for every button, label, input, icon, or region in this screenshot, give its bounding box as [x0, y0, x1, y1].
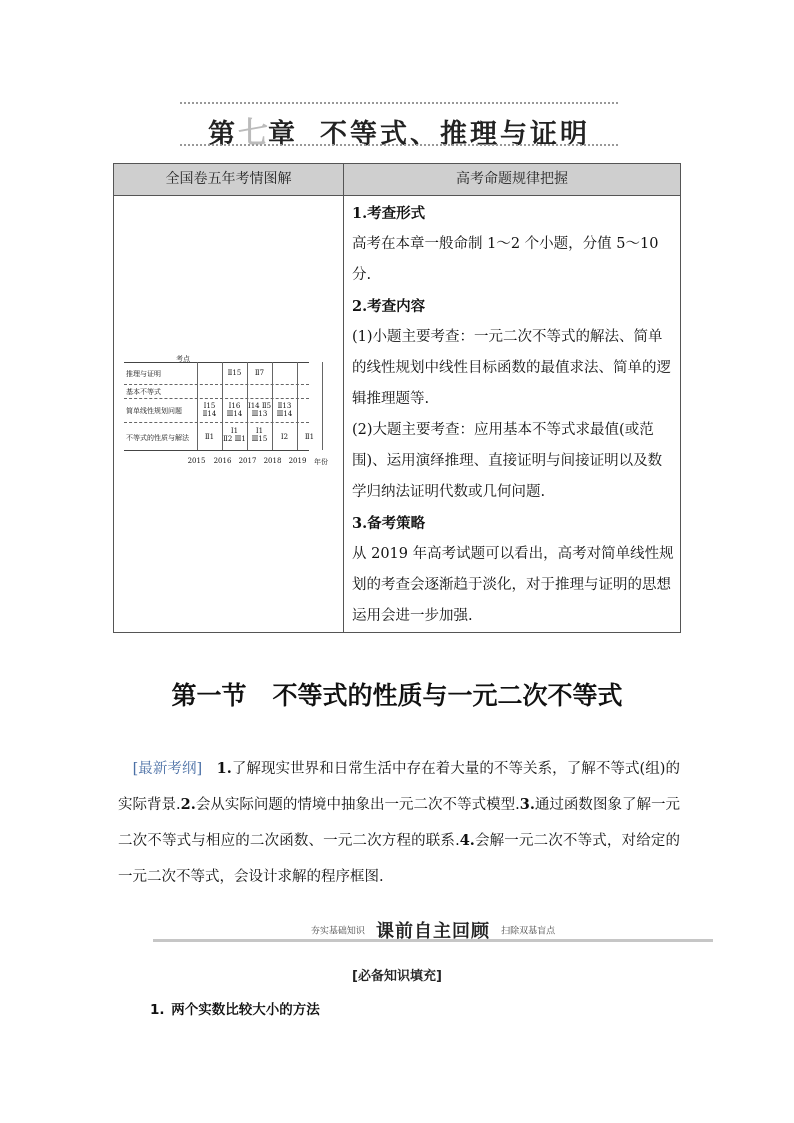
- grid-year-label: 2019: [288, 457, 307, 465]
- chapter-banner: [180, 100, 618, 150]
- table-column-divider: [343, 196, 344, 632]
- outline-item-text: 会解一元二次不等式，对给定的一元二次不等式，会设计求解的程序框图.: [118, 833, 681, 885]
- outline-item-text: 通过函数图象了解一元二次不等式与相应的二次函数、一元二次方程的联系.: [118, 797, 681, 849]
- exam-frequency-grid: [124, 354, 334, 464]
- section-name: 不等式的性质与一元二次不等式: [272, 681, 623, 710]
- exam-rules: [352, 198, 674, 632]
- syllabus-outline: [118, 751, 680, 895]
- grid-line: [124, 384, 309, 385]
- review-banner-title: 课前自主回顾: [376, 921, 490, 942]
- rule-text: (2)大题主要考查：应用基本不等式求最值(或范围)、运用演绎推理、直接证明与间接证明以及数学归纳法证明代数或几何问题.: [352, 422, 663, 500]
- banner-dotted-line-top: [180, 102, 618, 104]
- outline-tag: [最新考纲]: [132, 761, 203, 777]
- outline-item-index: 3.: [519, 796, 535, 813]
- grid-corner-label: 考点: [176, 355, 190, 363]
- knowledge-tag: [必备知识填充]: [352, 969, 442, 984]
- grid-vline: [322, 362, 323, 450]
- grid-year-label: 2015: [187, 457, 206, 465]
- grid-cell: Ⅰ1 Ⅱ2 Ⅲ1: [223, 427, 246, 443]
- grid-cell: Ⅰ15 Ⅱ14: [202, 402, 217, 418]
- grid-cell: Ⅰ16 Ⅲ14: [226, 402, 243, 418]
- section-title: [0, 676, 794, 712]
- grid-line: [124, 450, 309, 451]
- first-item-index: 1.: [150, 1002, 165, 1018]
- grid-line: [124, 422, 309, 423]
- grid-row-label: 简单线性规划问题: [126, 407, 182, 415]
- outline-item-text: 会从实际问题的情境中抽象出一元二次不等式模型.: [195, 797, 520, 813]
- chapter-prefix: 第: [208, 119, 238, 150]
- grid-cell: Ⅱ1: [304, 433, 315, 441]
- grid-row-label: 推理与证明: [126, 370, 161, 378]
- grid-cell: Ⅱ13 Ⅲ14: [276, 402, 293, 418]
- grid-year-label: 2017: [238, 457, 257, 465]
- review-banner-left: 夯实基础知识: [310, 926, 365, 937]
- rule-text: 从 2019 年高考试题可以看出，高考对简单线性规划的考查会逐渐趋于淡化，对于推理与证明的思想运用会进一步加强.: [352, 546, 674, 624]
- outline-item-index: 4.: [459, 832, 475, 849]
- outline-item-index: 1.: [216, 760, 232, 777]
- grid-cell: Ⅱ1: [204, 433, 215, 441]
- rule-text: 高考在本章一般命制 1～2 个小题，分值 5～10 分.: [352, 236, 659, 283]
- rule-heading: 2.考查内容: [352, 298, 426, 315]
- grid-cell: Ⅱ15: [227, 369, 242, 377]
- chapter-suffix: 章: [268, 119, 298, 150]
- rule-heading: 1.考查形式: [352, 205, 426, 222]
- grid-cell: Ⅱ7: [254, 369, 265, 377]
- grid-line: [124, 398, 309, 399]
- first-item-text: 两个实数比较大小的方法: [171, 1002, 320, 1018]
- grid-line: [124, 362, 309, 363]
- grid-year-label: 2016: [213, 457, 232, 465]
- grid-cell: Ⅰ14 Ⅱ5 Ⅲ13: [247, 402, 272, 418]
- chapter-number: 七: [238, 116, 268, 151]
- rule-heading: 3.备考策略: [352, 515, 426, 532]
- section-number: 第一节: [171, 681, 247, 710]
- grid-year-label: 2018: [263, 457, 282, 465]
- review-banner-right: 扫除双基盲点: [501, 926, 556, 937]
- grid-row-label: 不等式的性质与解法: [126, 434, 189, 442]
- banner-dotted-line-bottom: [180, 144, 618, 146]
- grid-cell: Ⅰ2: [280, 433, 289, 441]
- outline-item-text: 了解现实世界和日常生活中存在着大量的不等关系，了解不等式(组)的实际背景.: [118, 761, 680, 813]
- first-item-heading: [150, 998, 320, 1018]
- exam-info-table: [113, 163, 681, 633]
- grid-cell: Ⅰ1 Ⅲ15: [251, 427, 268, 443]
- grid-year-unit: 年份: [314, 458, 328, 466]
- outline-item-index: 2.: [180, 796, 196, 813]
- chapter-name: 不等式、推理与证明: [320, 119, 590, 150]
- review-banner: [153, 916, 713, 946]
- table-header-left: 全国卷五年考情图解: [114, 164, 344, 196]
- rule-text: (1)小题主要考查：一元二次不等式的解法、简单的线性规划中线性目标函数的最值求法、简单的逻辑推理题等.: [352, 329, 671, 407]
- table-header-right: 高考命题规律把握: [344, 164, 680, 196]
- grid-row-label: 基本不等式: [126, 388, 161, 396]
